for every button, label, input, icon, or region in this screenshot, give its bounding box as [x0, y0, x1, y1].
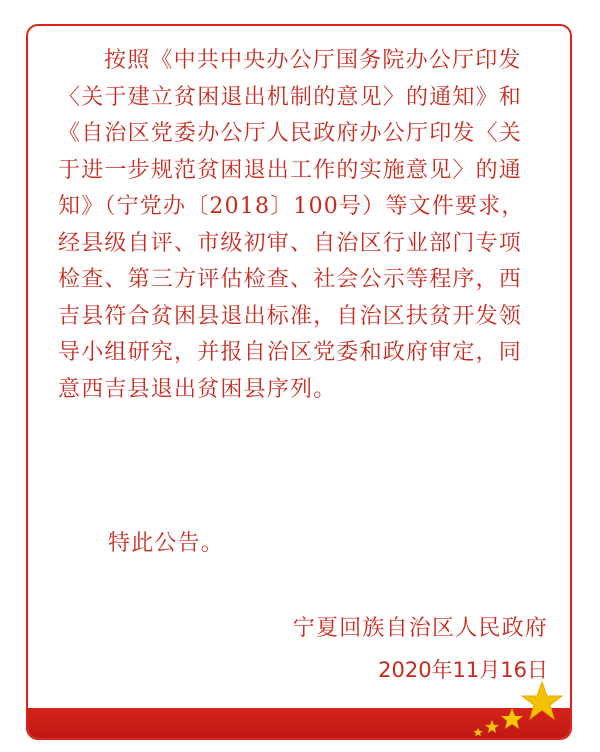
notice-line: 吉县符合贫困县退出标准，自治区扶贫开发领	[58, 303, 523, 329]
notice-line: 意西吉县退出贫困县序列。	[58, 376, 337, 402]
notice-line: 按照《中共中央办公厅国务院办公厅印发	[104, 48, 522, 73]
notice-line: 于进一步规范贫困退出工作的实施意见〉的通	[58, 157, 523, 183]
notice-frame	[26, 24, 572, 740]
star-icon	[501, 708, 523, 729]
star-icon	[485, 720, 499, 733]
notice-line: 〈关于建立贫困退出机制的意见〉的通知》和	[58, 84, 523, 110]
issue-date: 2020年11月16日	[378, 658, 548, 682]
notice-line: 检查、第三方评估检查、社会公示等程序，西	[58, 267, 523, 292]
closing-text: 特此公告。	[108, 531, 225, 556]
star-icon	[522, 682, 562, 719]
star-icon	[473, 728, 483, 736]
notice-line: 经县级自评、市级初审、自治区行业部门专项	[58, 230, 523, 256]
notice-line: 《自治区党委办公厅人民政府办公厅印发〈关	[58, 121, 523, 146]
star-icon	[430, 668, 570, 738]
notice-line: 导小组研究，并报自治区党委和政府审定，同	[58, 340, 523, 365]
signer-name: 宁夏回族自治区人民政府	[292, 616, 548, 641]
notice-line: 知》（宁党办〔2018〕100号）等文件要求，	[58, 194, 525, 219]
notice-body	[58, 43, 550, 408]
